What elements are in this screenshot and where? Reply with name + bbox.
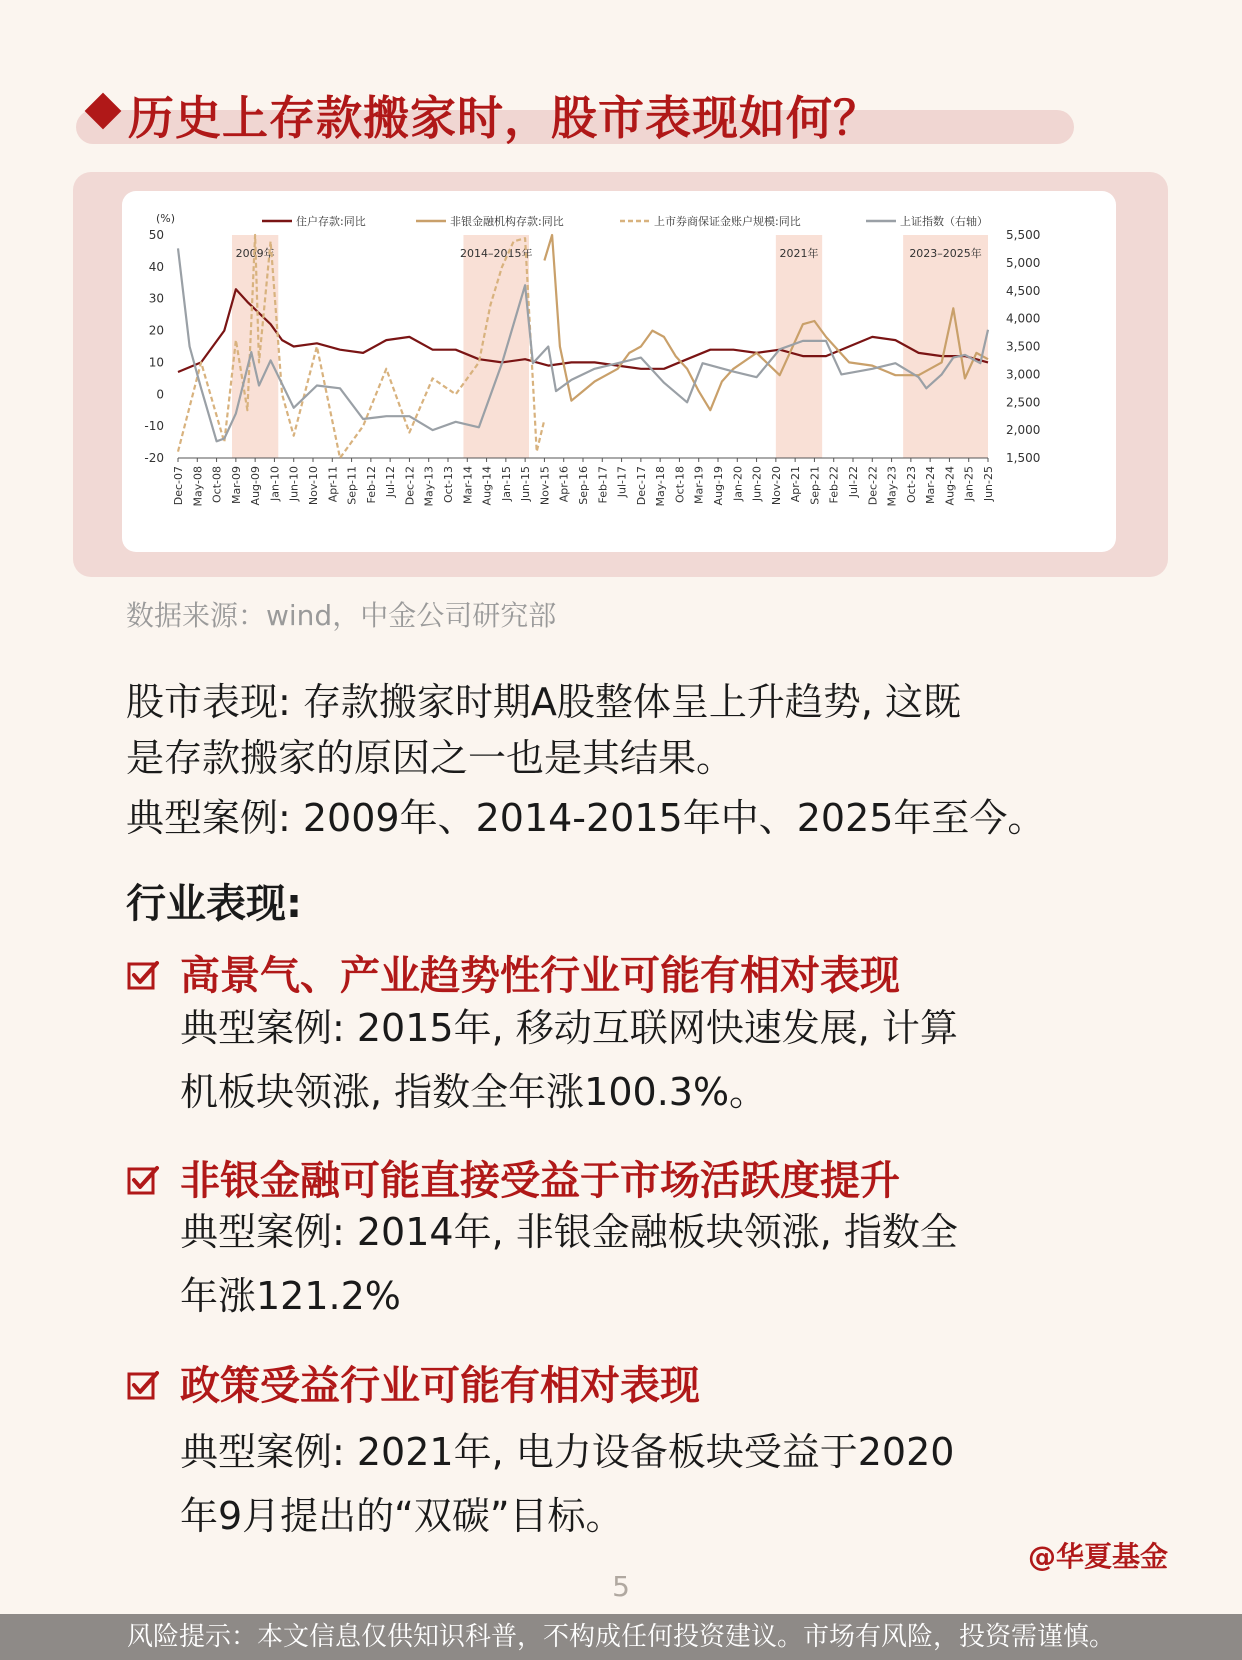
item-heading: 高景气、产业趋势性行业可能有相对表现 (180, 953, 900, 999)
shaded-period-label: 2023–2025年 (909, 247, 982, 260)
x-tick-label: Sep-16 (577, 466, 590, 505)
chart-panel (122, 191, 1116, 552)
left-tick-label: 20 (148, 323, 164, 338)
x-tick-label: Nov-10 (307, 466, 320, 506)
left-tick-label: 0 (156, 387, 164, 402)
checkbox-checked-icon (126, 1368, 160, 1402)
shaded-period-band (776, 235, 822, 458)
shaded-period-label: 2021年 (779, 247, 819, 260)
item-body-line: 年涨121.2% (180, 1274, 401, 1318)
x-tick-label: Apr-16 (557, 466, 571, 503)
shaded-period-label: 2009年 (235, 247, 275, 260)
x-tick-label: May-13 (422, 466, 436, 507)
x-tick-label: Oct-23 (904, 466, 918, 503)
chart-card (73, 172, 1168, 577)
shaded-period-band (463, 235, 529, 458)
x-tick-label: Oct-13 (442, 466, 455, 503)
x-tick-label: Mar-24 (924, 466, 938, 505)
left-tick-label: 40 (148, 259, 164, 274)
x-tick-label: Nov-15 (538, 466, 552, 506)
page-number: 5 (612, 1570, 630, 1603)
x-tick-label: Feb-12 (364, 466, 378, 504)
right-tick-label: 2,500 (1006, 395, 1041, 410)
x-tick-label: Dec-12 (403, 466, 417, 506)
risk-disclaimer: 风险提示：本文信息仅供知识科普，不构成任何投资建议。市场有风险，投资需谨慎。 (0, 1614, 1242, 1660)
x-tick-label: Dec-22 (866, 466, 880, 506)
data-source: 数据来源：wind，中金公司研究部 (126, 599, 557, 632)
item-heading: 政策受益行业可能有相对表现 (180, 1363, 700, 1409)
x-tick-label: Aug-24 (943, 466, 957, 506)
x-tick-label: May-08 (191, 466, 205, 507)
brand-signature: @华夏基金 (1028, 1540, 1169, 1573)
x-tick-label: Dec-07 (172, 466, 185, 506)
left-tick-label: -10 (144, 419, 164, 434)
right-tick-label: 5,000 (1006, 255, 1041, 270)
x-tick-label: Oct-08 (210, 466, 224, 503)
shaded-period-label: 2014–2015年 (459, 247, 533, 260)
x-tick-label: Jan-15 (499, 466, 513, 501)
legend-label: 上市券商保证金账户规模:同比 (654, 215, 801, 228)
x-tick-label: Jun-25 (982, 466, 995, 502)
line-chart (122, 191, 1116, 552)
paragraph-line-3: 典型案例: 2009年、2014-2015年中、2025年至今。 (126, 796, 1046, 840)
title-block (76, 82, 1076, 146)
series-line (178, 289, 988, 372)
shaded-period-band (232, 235, 278, 458)
x-tick-label: Jul-22 (847, 466, 860, 498)
right-tick-label: 4,500 (1006, 283, 1041, 298)
paragraph-line-2: 是存款搬家的原因之一也是其结果。 (126, 736, 735, 780)
x-tick-label: Apr-21 (789, 466, 803, 503)
right-tick-label: 1,500 (1006, 451, 1041, 465)
x-tick-label: Feb-22 (827, 466, 841, 504)
right-tick-label: 3,500 (1006, 339, 1041, 354)
checkbox-checked-icon (126, 1163, 160, 1197)
x-tick-label: Oct-18 (673, 466, 687, 503)
x-tick-label: Sep-21 (808, 466, 822, 505)
left-axis-unit: (%) (156, 212, 176, 225)
right-tick-label: 4,000 (1006, 311, 1041, 326)
item-body-line: 年9月提出的“双碳”目标。 (180, 1494, 624, 1538)
x-tick-label: Feb-17 (596, 466, 610, 504)
left-tick-label: 10 (148, 355, 164, 370)
checkbox-checked-icon (126, 958, 160, 992)
x-tick-label: Aug-09 (249, 466, 263, 506)
x-tick-label: Mar-14 (461, 466, 475, 505)
x-tick-label: Aug-14 (480, 466, 494, 506)
x-tick-label: Jan-20 (731, 466, 745, 501)
x-tick-label: Apr-11 (326, 466, 340, 503)
x-tick-label: Jun-10 (287, 466, 301, 502)
x-tick-label: Nov-20 (769, 466, 783, 506)
legend-label: 非银金融机构存款:同比 (450, 215, 564, 228)
left-tick-label: -20 (144, 451, 164, 465)
x-tick-label: Jan-25 (962, 466, 976, 501)
legend-label: 上证指数（右轴） (900, 215, 988, 228)
item-body-line: 典型案例: 2014年, 非银金融板块领涨, 指数全 (180, 1210, 958, 1254)
x-tick-label: Aug-19 (712, 466, 725, 506)
x-tick-label: Jul-12 (384, 466, 398, 498)
section-title: 行业表现: (126, 881, 302, 927)
x-tick-label: May-18 (654, 466, 668, 507)
right-tick-label: 5,500 (1006, 228, 1041, 242)
legend-label: 住户存款:同比 (296, 215, 366, 228)
x-tick-label: Jan-10 (268, 466, 282, 501)
x-tick-label: Jun-15 (519, 466, 533, 502)
x-tick-label: Mar-09 (229, 466, 243, 505)
item-body-line: 机板块领涨, 指数全年涨100.3%。 (180, 1070, 768, 1114)
right-tick-label: 2,000 (1006, 423, 1041, 438)
x-tick-label: May-23 (885, 466, 899, 507)
item-body-line: 典型案例: 2015年, 移动互联网快速发展, 计算 (180, 1006, 958, 1050)
left-tick-label: 30 (148, 291, 164, 306)
x-tick-label: Jun-20 (750, 466, 764, 502)
x-tick-label: Sep-11 (345, 466, 359, 505)
left-tick-label: 50 (148, 228, 164, 242)
right-tick-label: 3,000 (1006, 367, 1041, 382)
x-tick-label: Mar-19 (692, 466, 706, 505)
x-tick-label: Jul-17 (615, 465, 629, 498)
paragraph-line-1: 股市表现: 存款搬家时期A股整体呈上升趋势, 这既 (126, 680, 962, 724)
x-tick-label: Dec-17 (634, 466, 648, 506)
item-body-line: 典型案例: 2021年, 电力设备板块受益于2020 (180, 1430, 955, 1474)
page-title: 历史上存款搬家时，股市表现如何？ (128, 91, 880, 145)
item-heading: 非银金融可能直接受益于市场活跃度提升 (180, 1158, 900, 1204)
